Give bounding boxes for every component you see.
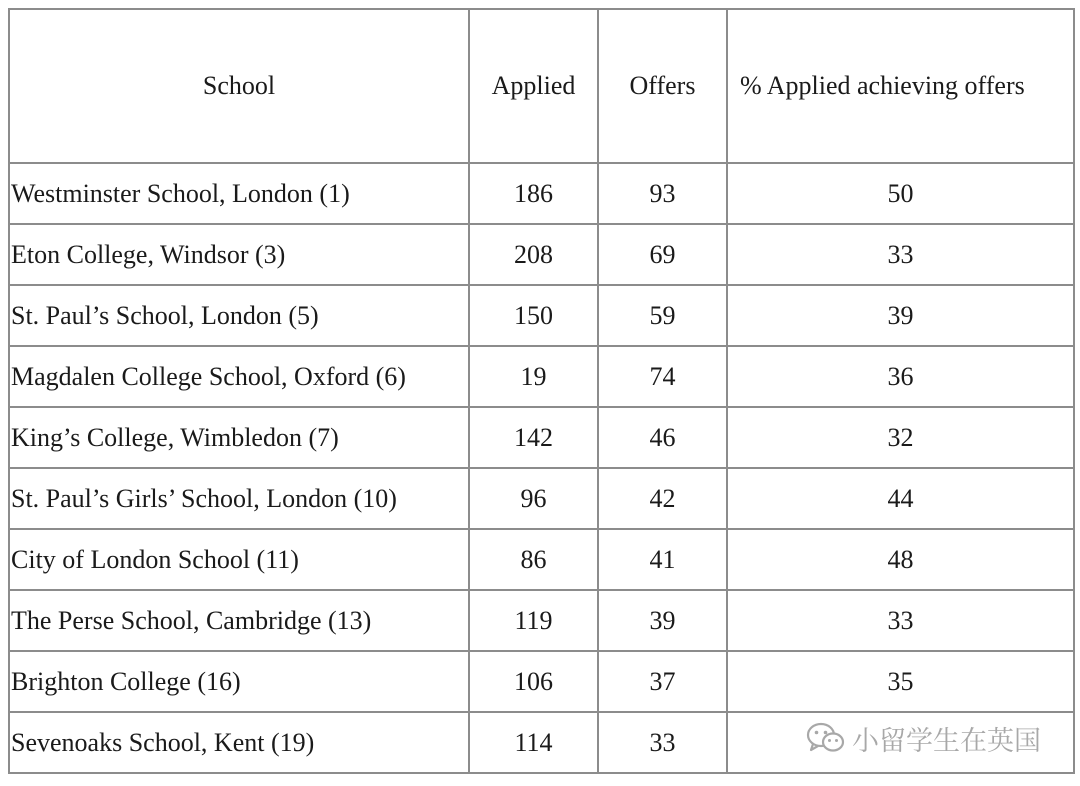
header-applied: Applied <box>469 9 598 163</box>
cell-school: St. Paul’s School, London (5) <box>9 285 469 346</box>
watermark-text: 小留学生在英国 <box>852 725 1041 757</box>
school-offers-table-container <box>8 8 1075 774</box>
cell-school: The Perse School, Cambridge (13) <box>9 590 469 651</box>
cell-school: City of London School (11) <box>9 529 469 590</box>
cell-school: St. Paul’s Girls’ School, London (10) <box>9 468 469 529</box>
table-row <box>9 285 1074 346</box>
table-row <box>9 590 1074 651</box>
cell-pct: 50 <box>727 163 1074 224</box>
cell-applied: 114 <box>469 712 598 773</box>
cell-offers: 69 <box>598 224 727 285</box>
cell-offers: 37 <box>598 651 727 712</box>
cell-applied: 208 <box>469 224 598 285</box>
cell-pct: 39 <box>727 285 1074 346</box>
cell-applied: 106 <box>469 651 598 712</box>
table-header <box>9 9 1074 163</box>
cell-offers: 33 <box>598 712 727 773</box>
cell-offers: 59 <box>598 285 727 346</box>
cell-applied: 142 <box>469 407 598 468</box>
watermark <box>806 716 1041 760</box>
header-school: School <box>9 9 469 163</box>
cell-offers: 42 <box>598 468 727 529</box>
cell-school: Magdalen College School, Oxford (6) <box>9 346 469 407</box>
header-offers: Offers <box>598 9 727 163</box>
cell-applied: 19 <box>469 346 598 407</box>
cell-pct: 33 <box>727 224 1074 285</box>
cell-pct: 48 <box>727 529 1074 590</box>
wechat-icon <box>806 721 846 755</box>
table-body <box>9 163 1074 773</box>
cell-school: Sevenoaks School, Kent (19) <box>9 712 469 773</box>
cell-pct: 33 <box>727 590 1074 651</box>
cell-applied: 186 <box>469 163 598 224</box>
cell-school: King’s College, Wimbledon (7) <box>9 407 469 468</box>
table-row <box>9 651 1074 712</box>
table-row <box>9 468 1074 529</box>
cell-offers: 41 <box>598 529 727 590</box>
table-row <box>9 529 1074 590</box>
cell-pct: 44 <box>727 468 1074 529</box>
cell-offers: 39 <box>598 590 727 651</box>
cell-offers: 74 <box>598 346 727 407</box>
cell-school: Eton College, Windsor (3) <box>9 224 469 285</box>
school-offers-table <box>8 8 1075 774</box>
cell-offers: 93 <box>598 163 727 224</box>
cell-school: Westminster School, London (1) <box>9 163 469 224</box>
table-row <box>9 407 1074 468</box>
table-row <box>9 163 1074 224</box>
header-row <box>9 9 1074 163</box>
cell-applied: 86 <box>469 529 598 590</box>
cell-school: Brighton College (16) <box>9 651 469 712</box>
cell-applied: 150 <box>469 285 598 346</box>
cell-pct: 35 <box>727 651 1074 712</box>
cell-offers: 46 <box>598 407 727 468</box>
table-row <box>9 224 1074 285</box>
cell-applied: 96 <box>469 468 598 529</box>
cell-applied: 119 <box>469 590 598 651</box>
table-row <box>9 346 1074 407</box>
cell-pct: 32 <box>727 407 1074 468</box>
cell-pct: 36 <box>727 346 1074 407</box>
header-pct-achieving-offers: % Applied achieving offers <box>727 9 1074 163</box>
